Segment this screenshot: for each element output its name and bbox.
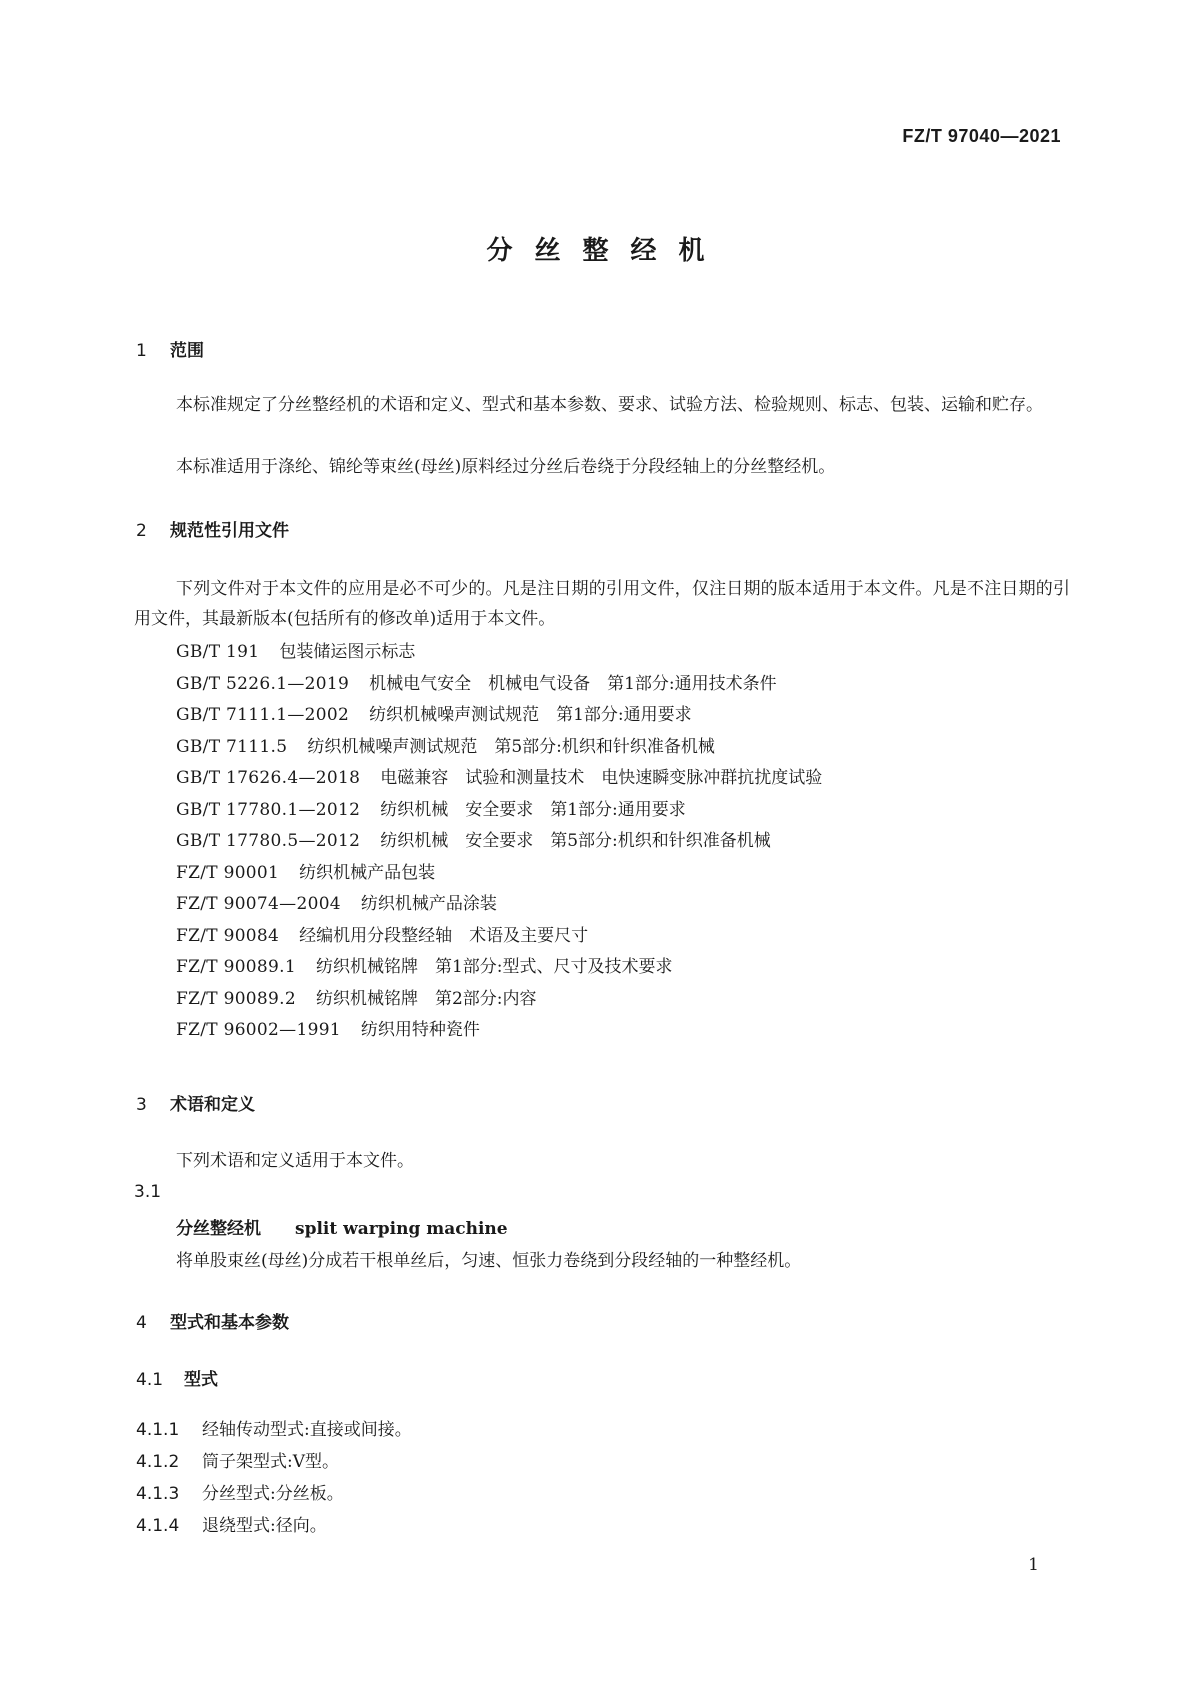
reference-item bbox=[176, 732, 822, 764]
reference-item bbox=[176, 700, 822, 732]
reference-title: 纺织用特种瓷件 bbox=[360, 1020, 480, 1040]
reference-item bbox=[176, 921, 822, 953]
reference-title: 机械电气安全 机械电气设备 第1部分:通用技术条件 bbox=[369, 673, 777, 694]
term-number: 3.1 bbox=[134, 1182, 162, 1202]
term-definition: 将单股束丝(母丝)分成若干根单丝后，匀速、恒张力卷绕到分段经轴的一种整经机。 bbox=[176, 1251, 802, 1271]
reference-title: 纺织机械噪声测试规范 第1部分:通用要求 bbox=[369, 705, 692, 725]
section-title: 范围 bbox=[170, 341, 204, 361]
references-intro: 下列文件对于本文件的应用是必不可少的。凡是注日期的引用文件，仅注日期的版本适用于本文件。凡是不注日期的引用文件，其最新版本(包括所有的修改单)适用于本文件。 bbox=[134, 579, 1070, 629]
reference-title: 包装储运图示标志 bbox=[279, 642, 416, 662]
reference-item bbox=[176, 1015, 822, 1047]
subsection-4-1-heading bbox=[136, 1365, 218, 1390]
reference-title: 纺织机械 安全要求 第5部分:机织和针织准备机械 bbox=[380, 831, 771, 851]
reference-item bbox=[176, 858, 822, 890]
reference-title: 纺织机械 安全要求 第1部分:通用要求 bbox=[380, 799, 686, 820]
item-text: 退绕型式:径向。 bbox=[202, 1516, 327, 1536]
section-3-heading bbox=[136, 1090, 255, 1115]
reference-code: GB/T 7111.1—2002 bbox=[176, 705, 350, 725]
standard-number: FZ/T 97040—2021 bbox=[902, 126, 1061, 146]
reference-code: FZ/T 90001 bbox=[176, 862, 280, 883]
reference-title: 电磁兼容 试验和测量技术 电快速瞬变脉冲群抗扰度试验 bbox=[380, 768, 823, 788]
section-number: 2 bbox=[136, 521, 147, 541]
section-number: 3 bbox=[136, 1095, 147, 1115]
term-english: split warping machine bbox=[295, 1219, 508, 1239]
subsection-number: 4.1 bbox=[136, 1370, 164, 1390]
section-title: 术语和定义 bbox=[170, 1095, 255, 1115]
reference-item bbox=[176, 889, 822, 921]
item-number: 4.1.4 bbox=[136, 1516, 180, 1536]
item-text: 分丝型式:分丝板。 bbox=[202, 1484, 344, 1504]
reference-code: GB/T 5226.1—2019 bbox=[176, 673, 350, 694]
section-4-heading bbox=[136, 1308, 289, 1333]
item-text: 筒子架型式:V型。 bbox=[202, 1452, 340, 1472]
page-number: 1 bbox=[1028, 1555, 1039, 1575]
section-title: 型式和基本参数 bbox=[170, 1313, 289, 1333]
list-item bbox=[136, 1446, 339, 1478]
item-number: 4.1.2 bbox=[136, 1452, 180, 1472]
scope-paragraph-2: 本标准适用于涤纶、锦纶等束丝(母丝)原料经过分丝后卷绕于分段经轴上的分丝整经机。 bbox=[176, 457, 836, 477]
reference-title: 纺织机械噪声测试规范 第5部分:机织和针织准备机械 bbox=[307, 736, 715, 757]
reference-item bbox=[176, 952, 822, 984]
reference-item bbox=[176, 637, 822, 669]
section-1-heading bbox=[136, 336, 204, 361]
reference-code: FZ/T 90089.1 bbox=[176, 957, 296, 977]
terms-intro: 下列术语和定义适用于本文件。 bbox=[176, 1151, 414, 1171]
document-title: 分丝整经机 bbox=[486, 236, 727, 266]
list-item bbox=[136, 1414, 412, 1446]
reference-title: 纺织机械铭牌 第2部分:内容 bbox=[315, 988, 537, 1009]
item-text: 经轴传动型式:直接或间接。 bbox=[202, 1420, 412, 1440]
reference-item bbox=[176, 984, 822, 1016]
reference-title: 纺织机械产品包装 bbox=[299, 862, 436, 883]
section-title: 规范性引用文件 bbox=[170, 521, 289, 541]
reference-code: FZ/T 90074—2004 bbox=[176, 894, 341, 914]
reference-code: GB/T 17780.5—2012 bbox=[176, 831, 361, 851]
reference-code: FZ/T 96002—1991 bbox=[176, 1020, 341, 1040]
reference-title: 纺织机械产品涂装 bbox=[360, 894, 497, 914]
item-number: 4.1.3 bbox=[136, 1484, 180, 1504]
reference-list bbox=[176, 637, 822, 1047]
reference-code: FZ/T 90089.2 bbox=[176, 988, 296, 1009]
reference-code: GB/T 17626.4—2018 bbox=[176, 768, 361, 788]
reference-code: GB/T 191 bbox=[176, 642, 260, 662]
reference-item bbox=[176, 763, 822, 795]
list-item bbox=[136, 1478, 344, 1510]
reference-code: GB/T 17780.1—2012 bbox=[176, 799, 361, 820]
reference-code: GB/T 7111.5 bbox=[176, 736, 288, 757]
term-heading bbox=[176, 1214, 508, 1239]
scope-paragraph-1: 本标准规定了分丝整经机的术语和定义、型式和基本参数、要求、试验方法、检验规则、标志、包装、运输和贮存。 bbox=[176, 395, 1043, 415]
list-item bbox=[136, 1510, 327, 1542]
section-number: 1 bbox=[136, 341, 147, 361]
subsection-title: 型式 bbox=[184, 1370, 218, 1390]
section-2-heading bbox=[136, 516, 289, 541]
reference-item bbox=[176, 826, 822, 858]
item-number: 4.1.1 bbox=[136, 1420, 180, 1440]
reference-item bbox=[176, 795, 822, 827]
term-chinese: 分丝整经机 bbox=[176, 1219, 261, 1239]
section-number: 4 bbox=[136, 1313, 147, 1333]
reference-title: 经编机用分段整经轴 术语及主要尺寸 bbox=[299, 925, 589, 946]
reference-item bbox=[176, 669, 822, 701]
reference-code: FZ/T 90084 bbox=[176, 925, 280, 946]
reference-title: 纺织机械铭牌 第1部分:型式、尺寸及技术要求 bbox=[315, 957, 673, 977]
